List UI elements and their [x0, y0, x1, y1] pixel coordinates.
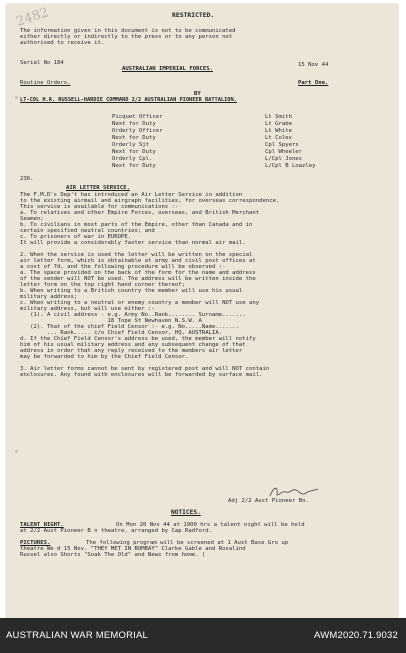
roster-duty: Next for Duty: [112, 121, 156, 127]
roster-person: Lt White: [265, 128, 292, 134]
roster-person: Cpl Wheeler: [265, 149, 303, 155]
roster-duty: Next for Duty: [112, 135, 156, 141]
roster-person: L/Cpl B Loazley: [265, 163, 316, 169]
body-line: d. If the Chief Field Censor's address be used, the member will notify: [20, 336, 256, 342]
part-label: Part One.: [298, 80, 329, 86]
body-line: to the existing airmail and airgraph facilities, for overseas correspondence.: [20, 198, 280, 204]
body-line: c. When writing to a neutral or enemy country a member will NOT use any: [20, 300, 260, 306]
roster-duty: Picquet Officer: [112, 114, 163, 120]
roster-person: Cpl Spyers: [265, 142, 299, 148]
body-line: Seamen;: [20, 216, 44, 222]
body-line: letter form on the top right hand corner thereof;: [20, 282, 186, 288]
pencil-annotation: 2482: [14, 5, 51, 30]
body-line: It will provide a considerably faster service than normal air mail.: [20, 240, 246, 246]
body-line: military address, but will use either :-: [20, 306, 155, 312]
roster-person: Lt Grabe: [265, 121, 292, 127]
body-line: may be forwarded to him by the Chief Field Censor.: [20, 354, 189, 360]
roster-duty: Next for Duty: [112, 149, 156, 155]
body-line: him of his usual military address and any subsequent change of that: [20, 342, 246, 348]
notice-pictures-label: PICTURES.: [20, 540, 51, 546]
serial-number: Serial No 184: [20, 60, 64, 66]
roster-duty: Orderly Sjt: [112, 142, 150, 148]
footer-catalogue-id: AWM2020.71.9032: [314, 630, 398, 641]
signature-block: Adj 2/2 Aust Pioneer Bn.: [228, 498, 309, 504]
document-page: [6, 4, 398, 618]
body-line: air letter form, which is obtainable at army and civil post offices at: [20, 258, 256, 264]
punch-hole: [15, 96, 18, 99]
notice-pictures-line: theatre We d 15 Nov. "THEY MET IN BOMBAY" Clarke Gable and Rosalind: [20, 546, 246, 552]
restriction-notice-2: either directly or indirectly to the press or to any person not: [20, 34, 233, 40]
restriction-notice-1: The information given in this document is not to be communicated: [20, 28, 236, 34]
roster-person: Lt Smith: [265, 114, 292, 120]
notices-title: NOTICES.: [171, 509, 201, 516]
section-title: AIR LETTER SERVICE.: [66, 185, 130, 191]
body-line: b. When writing to a British country the member will use his usual: [20, 288, 243, 294]
roster-duty: Orderly Cpl.: [112, 156, 153, 162]
body-line: 3. Air letter forms cannot be sent by registered post and will NOT contain: [20, 366, 270, 372]
command-line: LT-COL H.R. RUSSELL-HARDIE COMMAND 2/2 AUSTRALIAN PIONEER BATTALION.: [20, 97, 237, 103]
body-line: (1). A civil address - e.g. Army No..Rank........ Surname.......: [20, 312, 246, 318]
body-line: a cost of 7d, and the following procedure will be observed :-: [20, 264, 226, 270]
body-line: address in order that any reply received to the members air letter: [20, 348, 243, 354]
body-line: a. To relatives and other Empire Forces, overseas, and British Merchant: [20, 210, 260, 216]
body-line: The F.M.D's Dep't has introduced an Air Letter Service in addition: [20, 192, 243, 198]
archive-footer: [0, 618, 406, 653]
body-line: (2). That of the chief Field Censor :- e.g. No.....Name.......: [20, 324, 239, 330]
notice-talent-line: at 2/2 Aust Pioneer B n theatre, arranged by Cap Radford.: [20, 528, 212, 534]
notice-pictures-line: Russel also Shorts "Soak The Old" and News from home. (: [20, 552, 206, 558]
order-number: 236.: [20, 176, 34, 182]
notice-talent-line: On Mon 20 Nov 44 at 1900 hrs a talent night will be held: [116, 522, 305, 528]
body-line: b. To civilians in most parts of the Empire, other than Canada and in: [20, 222, 253, 228]
order-date: 15 Nov 44: [298, 62, 329, 68]
by-label: BY: [194, 91, 201, 97]
body-line: of the sender will NOT be used. The address will be written inside the: [20, 276, 256, 282]
footer-institution: AUSTRALIAN WAR MEMORIAL: [6, 630, 149, 641]
notice-talent-label: TALENT NIGHT.: [20, 522, 64, 528]
punch-hole: [15, 450, 18, 453]
body-line: certain specified neutral countries; and: [20, 228, 155, 234]
restriction-notice-3: authorised to receive it.: [20, 40, 105, 46]
body-line: This service is available for communications :-: [20, 204, 179, 210]
roster-person: L/Cpl Jones: [265, 156, 303, 162]
orders-label: Routine Orders.: [20, 80, 71, 86]
body-line: enclosures. Any found with enclosures will be forwarded by surface mail.: [20, 372, 263, 378]
notice-pictures-line: The following program will be screened at 1 Aust Base Gro up: [86, 540, 289, 546]
body-line: ... Rank..... c/o Chief Field Censor, HQ, AUSTRALIA.: [20, 330, 223, 336]
force-title: AUSTRALIAN IMPERIAL FORCES.: [122, 66, 213, 72]
document-heading: RESTRICTED.: [172, 11, 215, 19]
body-line: a. The space provided on the back of the form for the name and address: [20, 270, 256, 276]
body-line: c. To prisoners of war in EUROPE.: [20, 234, 132, 240]
roster-duty: Next for Duty: [112, 163, 156, 169]
roster-duty: Orderly Officer: [112, 128, 163, 134]
roster-person: Lt Coles: [265, 135, 292, 141]
body-line: 18 Tope St Newhaven N.S.W. A: [20, 318, 202, 324]
body-line: 2. When the service is used the letter will be written on the special: [20, 252, 253, 258]
body-line: military address;: [20, 294, 78, 300]
